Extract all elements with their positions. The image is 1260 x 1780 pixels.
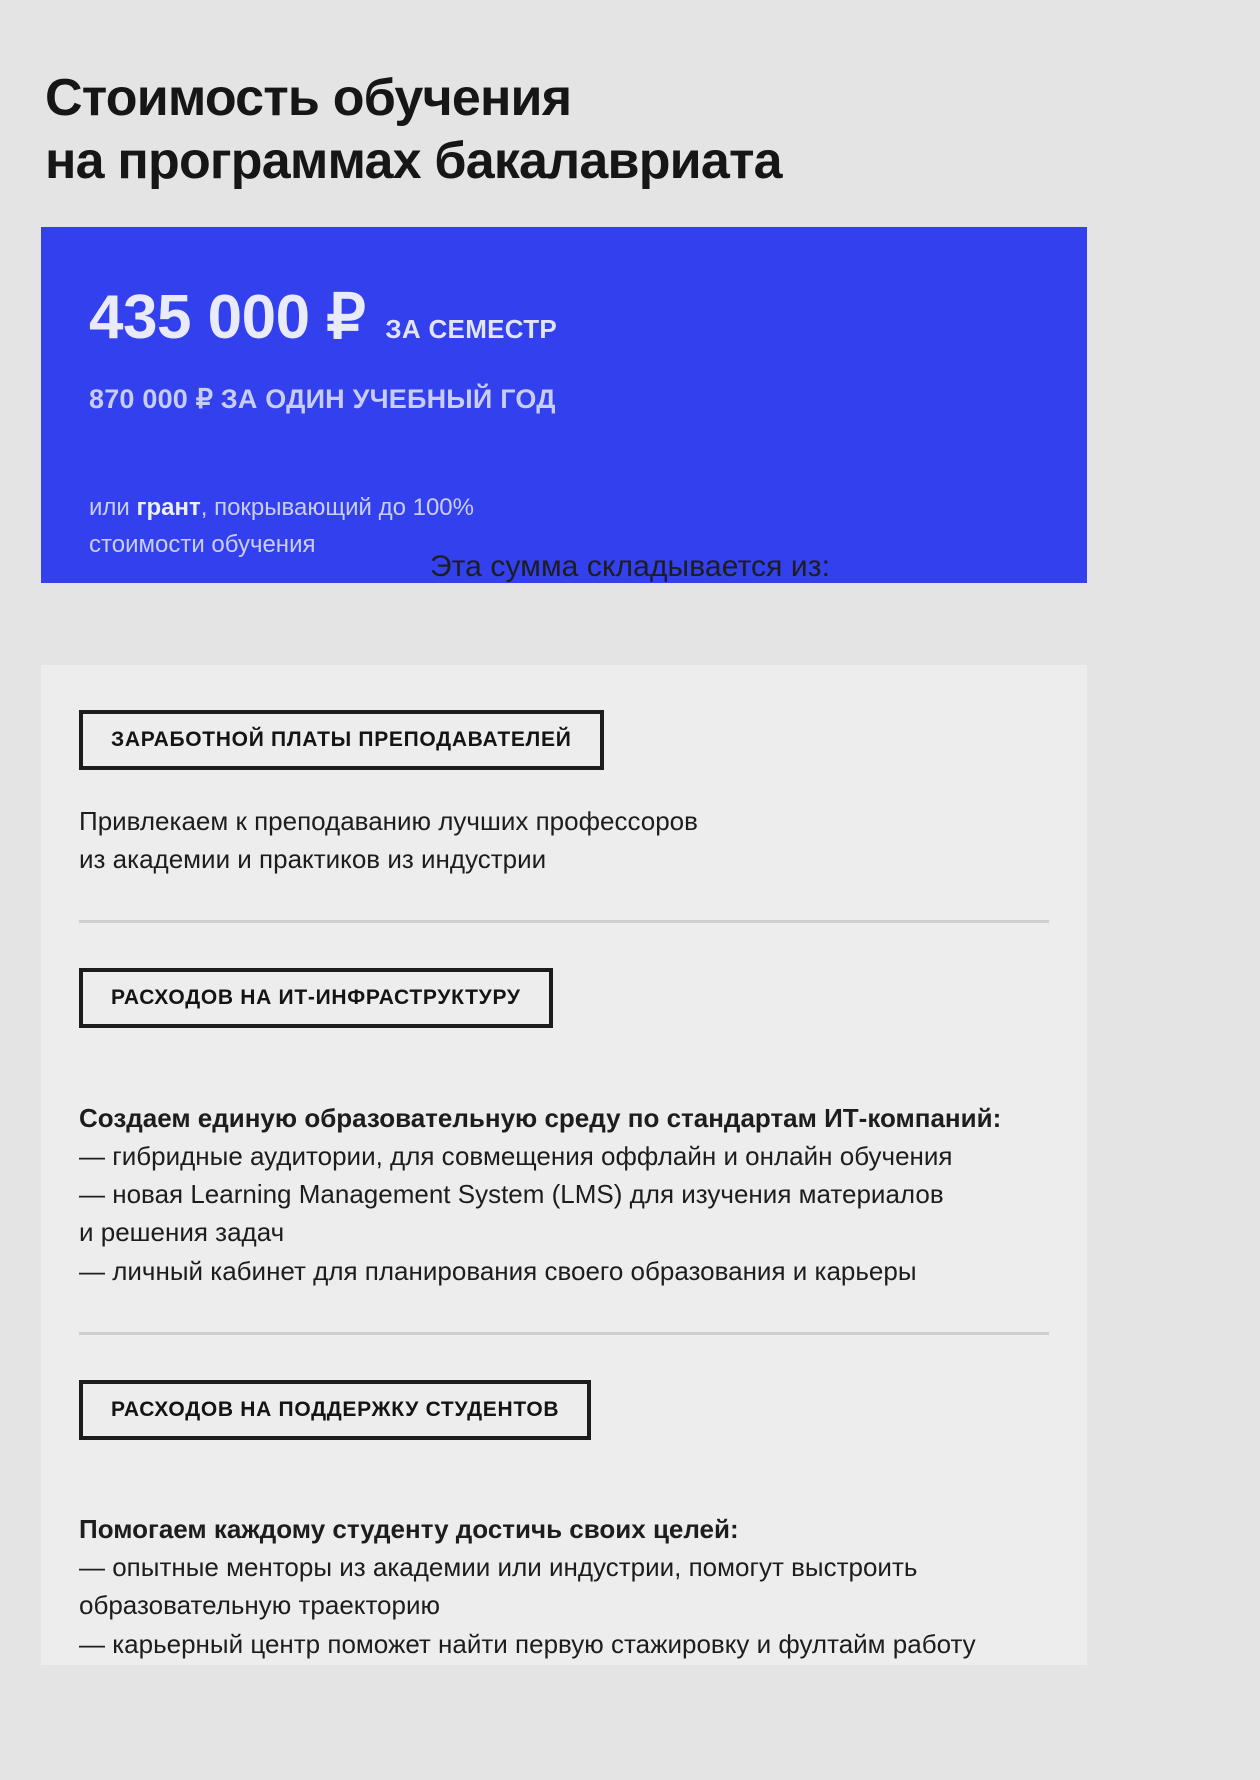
section-badge-support[interactable]: РАСХОДОВ НА ПОДДЕРЖКУ СТУДЕНТОВ (79, 1380, 591, 1440)
section-list-it: — гибридные аудитории, для совмещения оффлайн и онлайн обучения — новая Learning Management System (LMS) для изучения материалов и решения задач — личный кабинет для планирования своего образования и карьеры (79, 1140, 953, 1286)
price-main-row (89, 283, 1039, 352)
price-per-year: 870 000 ₽ ЗА ОДИН УЧЕБНЫЙ ГОД (89, 384, 556, 414)
grant-note-highlight: грант (136, 493, 201, 521)
price-amount: 435 000 ₽ (89, 283, 366, 352)
grant-note (89, 451, 1039, 563)
grant-note-suffix: , покрывающий до 100% стоимости обучения (89, 493, 474, 558)
section-lead-it: Создаем единую образовательную среду по стандартам ИТ-компаний: (79, 1102, 1002, 1133)
section-body-support (79, 1472, 1049, 1663)
section-body-salary: Привлекаем к преподаванию лучших профессоров из академии и практиков из индустрии (79, 806, 698, 875)
breakdown-section-salary (79, 665, 1049, 878)
breakdown-panel (41, 665, 1087, 1665)
section-list-support: — опытные менторы из академии или индустрии, помогут выстроить образовательную траекторию — карьерный центр поможет найти первую стажировку и фултайм работу (79, 1552, 976, 1659)
page-title: Стоимость обучения на программах бакалавриата (45, 68, 782, 191)
grant-note-prefix: или (89, 493, 137, 521)
breakdown-section-it (79, 920, 1049, 1289)
section-lead-support: Помогаем каждому студенту достичь своих целей: (79, 1513, 739, 1544)
section-badge-salary[interactable]: ЗАРАБОТНОЙ ПЛАТЫ ПРЕПОДАВАТЕЛЕЙ (79, 710, 604, 770)
price-card (41, 227, 1087, 583)
breakdown-section-support (79, 1332, 1049, 1663)
price-period-label: ЗА СЕМЕСТР (385, 314, 558, 344)
section-body-it (79, 1060, 1049, 1289)
breakdown-intro: Эта сумма складывается из: (429, 550, 831, 583)
section-badge-it[interactable]: РАСХОДОВ НА ИТ-ИНФРАСТРУКТУРУ (79, 968, 553, 1028)
